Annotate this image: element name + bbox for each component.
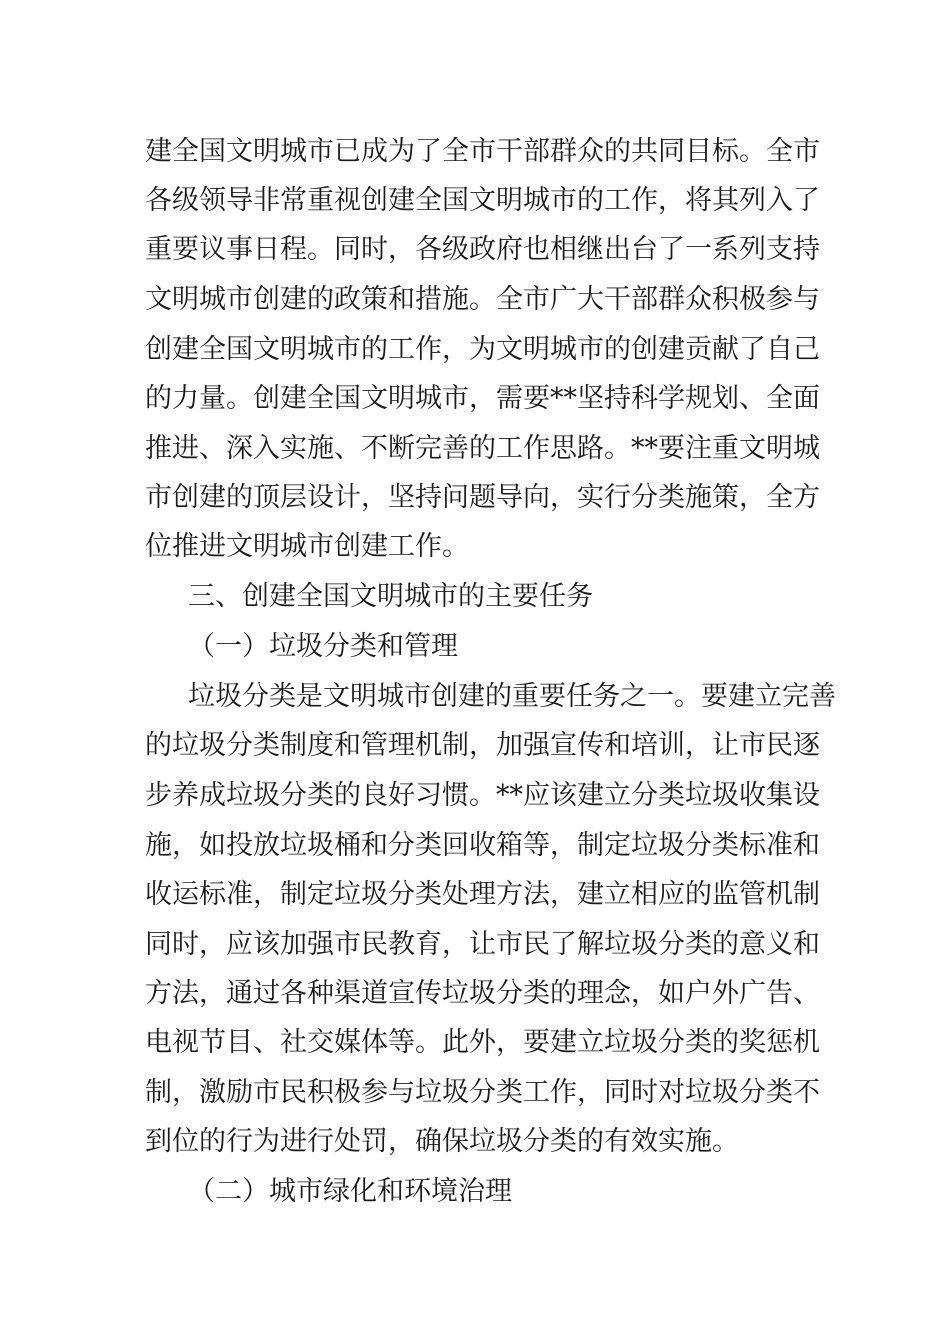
body-text-line: 施，如投放垃圾桶和分类回收箱等，制定垃圾分类标准和 — [145, 830, 820, 861]
body-text-line: 步养成垃圾分类的良好习惯。**应该建立分类垃圾收集设 — [145, 780, 820, 811]
body-text-line: 垃圾分类是文明城市创建的重要任务之一。要建立完善 — [188, 681, 836, 712]
body-text-line: 到位的行为进行处罚，确保垃圾分类的有效实施。 — [145, 1126, 739, 1157]
body-text-line: 市创建的顶层设计，坚持问题导向，实行分类施策，全方 — [145, 482, 820, 513]
body-text-line: 位推进文明城市创建工作。 — [145, 531, 469, 562]
body-text-line: 的垃圾分类制度和管理机制，加强宣传和培训，让市民逐 — [145, 730, 820, 761]
section-heading: 三、创建全国文明城市的主要任务 — [188, 581, 593, 612]
body-text-line: 建全国文明城市已成为了全市干部群众的共同目标。全市 — [145, 136, 820, 167]
body-text-line: 同时，应该加强市民教育，让市民了解垃圾分类的意义和 — [145, 929, 820, 960]
body-text-line: 的力量。创建全国文明城市，需要**坚持科学规划、全面 — [145, 383, 820, 414]
body-text-line: 方法，通过各种渠道宣传垃圾分类的理念，如户外广告、 — [145, 978, 820, 1009]
body-text-line: 收运标准，制定垃圾分类处理方法，建立相应的监管机制 — [145, 879, 820, 910]
body-text-line: 制，激励市民积极参与垃圾分类工作，同时对垃圾分类不 — [145, 1077, 820, 1108]
body-text-line: 电视节目、社交媒体等。此外，要建立垃圾分类的奖惩机 — [145, 1027, 820, 1058]
subsection-heading: （二）城市绿化和环境治理 — [188, 1176, 512, 1207]
body-text-line: 推进、深入实施、不断完善的工作思路。**要注重文明城 — [145, 433, 820, 464]
body-text-line: 文明城市创建的政策和措施。全市广大干部群众积极参与 — [145, 284, 820, 315]
body-text-line: 各级领导非常重视创建全国文明城市的工作，将其列入了 — [145, 185, 820, 216]
body-text-line: 重要议事日程。同时，各级政府也相继出台了一系列支持 — [145, 234, 820, 265]
body-text-line: 创建全国文明城市的工作，为文明城市的创建贡献了自己 — [145, 334, 820, 365]
subsection-heading: （一）垃圾分类和管理 — [188, 631, 458, 662]
